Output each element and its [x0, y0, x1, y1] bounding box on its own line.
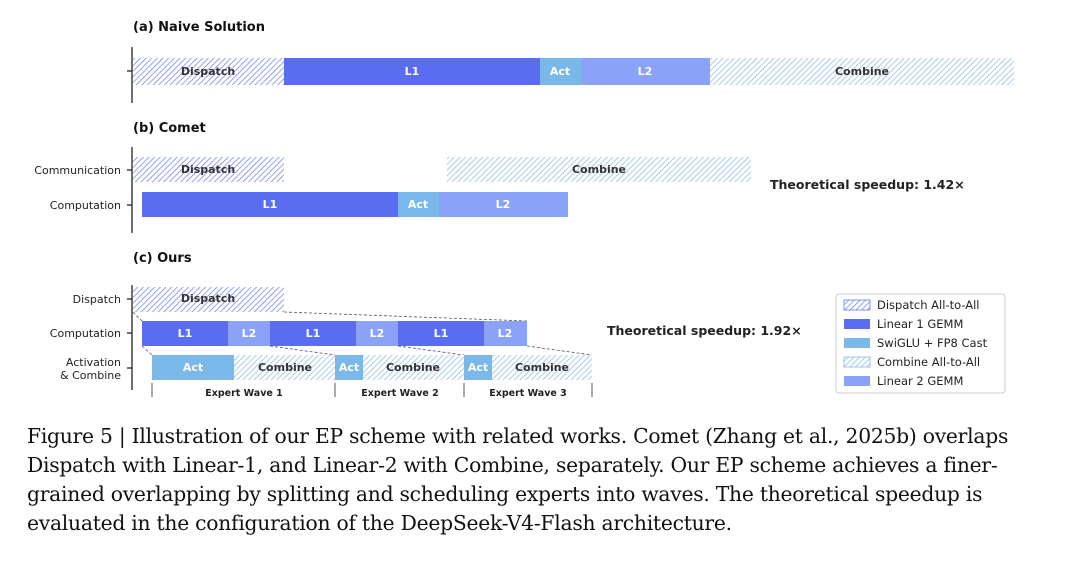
figure-caption: Figure 5 | Illustration of our EP scheme with related works. Comet (Zhang et al., 2025b) overlaps Dispatch with Linear-1, and Linear-2 with Combine, separately. Our EP scheme achieves a finer-grained overlapping by splitting and scheduling experts into waves. The theoretical speedup is evaluated in the configuration of the DeepSeek-V4-Flash architecture.: [27, 424, 1009, 535]
panel-c-title: (c) Ours: [133, 251, 192, 266]
legend-swatch-dispatch: [844, 300, 870, 310]
row-label-dispatch: Dispatch: [72, 293, 121, 306]
c-l2-label-1: L2: [241, 327, 257, 340]
a-l2-label: L2: [637, 65, 653, 78]
legend-item-linear1: [844, 317, 963, 331]
wave-label-3: Expert Wave 3: [489, 388, 567, 399]
legend-label-linear1: Linear 1 GEMM: [877, 317, 964, 331]
row-label-combine: & Combine: [60, 369, 121, 382]
wave-label-1: Expert Wave 1: [205, 388, 283, 399]
b-combine-label: Combine: [571, 163, 627, 176]
panel-a-bar: [133, 58, 1014, 85]
legend-label-swiglu: SwiGLU + FP8 Cast: [877, 336, 988, 350]
legend-label-combine: Combine All-to-All: [877, 355, 981, 369]
a-act-label: Act: [549, 65, 571, 78]
row-label-computation-b: Computation: [49, 199, 121, 212]
c-l2-label-3: L2: [497, 327, 513, 340]
legend-item-linear2: [844, 374, 963, 388]
row-label-activation: Activation: [65, 356, 121, 369]
panel-c-computation-row: [142, 321, 527, 346]
legend-item-combine: [844, 355, 980, 369]
c-act-label-1: Act: [182, 361, 204, 374]
c-combine-label-2: Combine: [385, 361, 441, 374]
wave-label-2: Expert Wave 2: [361, 388, 439, 399]
row-label-communication: Communication: [34, 164, 121, 177]
a-l1-label: L1: [404, 65, 420, 78]
b-l2-label: L2: [495, 198, 511, 211]
c-l1-label-3: L1: [433, 327, 449, 340]
panel-b-title: (b) Comet: [133, 121, 206, 136]
panel-b-speedup: Theoretical speedup: 1.42×: [770, 177, 965, 192]
c-dispatch-connectors: [133, 312, 527, 321]
legend-swatch-linear1: [844, 319, 870, 329]
b-l1-label: L1: [262, 198, 278, 211]
panel-c-activation-combine-row: [152, 355, 592, 380]
panel-b-communication-row: [133, 157, 751, 182]
c-combine-label-3: Combine: [514, 361, 570, 374]
legend: [836, 294, 1005, 393]
c-l2-label-2: L2: [369, 327, 385, 340]
c-act-label-3: Act: [467, 361, 489, 374]
legend-swatch-combine: [844, 357, 870, 367]
c-dispatch-label: Dispatch: [180, 292, 236, 305]
legend-label-dispatch: Dispatch All-to-All: [877, 298, 980, 312]
row-label-computation-c: Computation: [49, 327, 121, 340]
b-dispatch-label: Dispatch: [180, 163, 236, 176]
panel-b-computation-row: [142, 192, 568, 217]
c-combine-label-1: Combine: [257, 361, 313, 374]
legend-item-dispatch: [844, 298, 979, 312]
legend-item-swiglu: [844, 336, 988, 350]
a-dispatch-label: Dispatch: [180, 65, 236, 78]
a-combine-label: Combine: [834, 65, 890, 78]
panel-c-speedup: Theoretical speedup: 1.92×: [607, 323, 802, 338]
panel-c-dispatch-row: [133, 287, 284, 312]
legend-swatch-swiglu: [844, 338, 870, 348]
c-l1-label-2: L1: [305, 327, 321, 340]
c-computation-connectors: [142, 346, 592, 355]
panel-a-title: (a) Naive Solution: [133, 20, 265, 35]
c-l1-label-1: L1: [177, 327, 193, 340]
c-act-label-2: Act: [338, 361, 360, 374]
b-act-label: Act: [407, 198, 429, 211]
legend-label-linear2: Linear 2 GEMM: [877, 374, 964, 388]
legend-swatch-linear2: [844, 376, 870, 386]
